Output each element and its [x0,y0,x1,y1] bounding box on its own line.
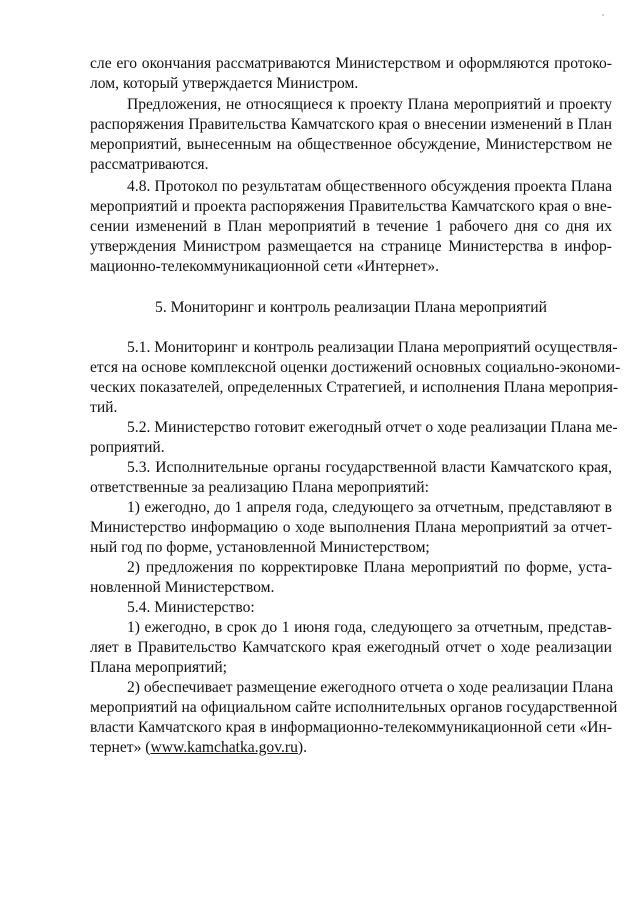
text-line: 1) ежегодно, в срок до 1 июня года, следующего за отчетным, представ- [127,619,612,636]
text-line: 5.1. Мониторинг и контроль реализации Плана мероприятий осуществля- [127,339,618,356]
text-line: 1) ежегодно, до 1 апреля года, следующего за отчетным, представляют в [127,499,612,516]
text-line: 5.3. Исполнительные органы государственной власти Камчатского края, [127,459,612,476]
text-line: Министерство информацию о ходе выполнения Плана мероприятий за отчет- [90,519,612,536]
text-line: распоряжения Правительства Камчатского края о внесении изменений в План [90,116,612,133]
text-line: 4.8. Протокол по результатам общественного обсуждения проекта Плана [127,178,612,195]
text-line: ческих показателей, определенных Стратегией, и исполнения Плана мероприя- [90,379,619,396]
text-line: 2) предложения по корректировке Плана мероприятий по форме, уста- [127,559,612,576]
text-line: ляет в Правительство Камчатского края ежегодный отчет о ходе реализации [90,639,612,656]
text-line: рассматриваются. [90,156,209,173]
text-line: тий. [90,399,118,416]
link-prefix-text: тернет» ( [90,739,151,756]
link-suffix-text: ). [297,739,307,756]
text-line: новленной Министерством. [90,579,275,596]
text-line: Предложения, не относящиеся к проекту Плана мероприятий и проекту [127,96,612,113]
text-line-with-link [90,738,612,757]
text-line: мероприятий и проекта распоряжения Правительства Камчатского края о вне- [90,198,612,215]
section-heading: 5. Мониторинг и контроль реализации Плана мероприятий [155,299,547,316]
text-line: мероприятий на официальном сайте исполнительных органов государственной [90,699,618,716]
text-line: мероприятий, вынесенным на общественное обсуждение, Министерством не [90,136,612,153]
text-line: утверждения Министром размещается на странице Министерства в инфор- [90,238,612,255]
text-line: 5.4. Министерство: [127,599,255,616]
text-line: мационно-телекоммуникационной сети «Интернет». [90,258,440,275]
scan-speck [602,14,604,16]
text-line: ется на основе комплексной оценки достижений основных социально-экономи- [90,359,621,376]
text-line: сле его окончания рассматриваются Министерством и оформляются протоко- [90,55,612,72]
text-line: власти Камчатского края в информационно-телекоммуникационной сети «Ин- [90,719,612,736]
text-line: ответственные за реализацию Плана мероприятий: [90,479,429,496]
text-line: Плана мероприятий; [90,659,228,676]
website-link[interactable]: www.kamchatka.gov.ru [150,739,298,756]
text-line: сении изменений в План мероприятий в течение 1 рабочего дня со дня их [90,218,612,235]
text-line: 5.2. Министерство готовит ежегодный отчет о ходе реализации Плана ме- [127,419,618,436]
text-line: ный год по форме, установленной Министерством; [90,539,430,556]
text-line: лом, который утверждается Министром. [90,75,359,92]
text-line: роприятий. [90,439,165,456]
text-line: 2) обеспечивает размещение ежегодного отчета о ходе реализации Плана [127,679,614,696]
